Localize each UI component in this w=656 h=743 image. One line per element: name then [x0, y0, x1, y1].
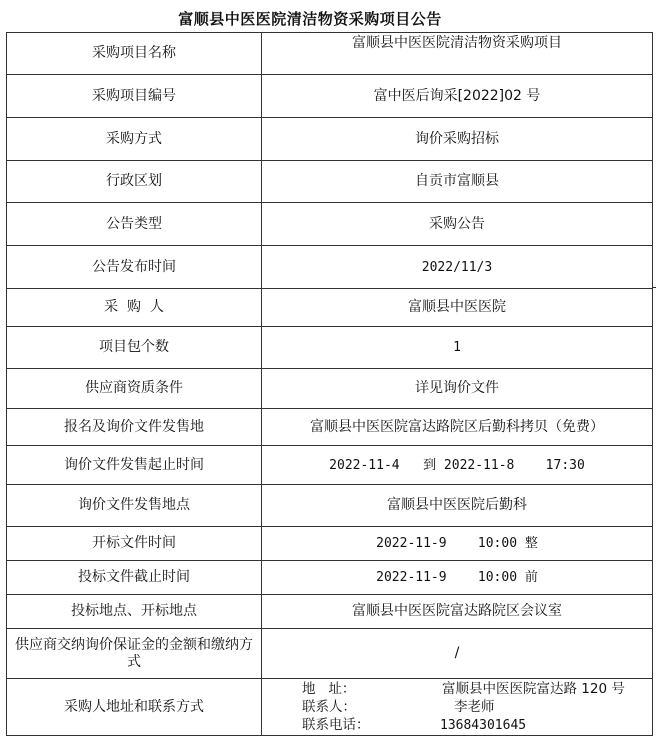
row-value: 2022/11/3: [262, 246, 653, 289]
table-row: [7, 527, 653, 561]
row-label: 采 购 人: [7, 289, 262, 327]
row-label: 供应商交纳询价保证金的金额和缴纳方式: [7, 629, 262, 679]
address-key: 地 址：: [302, 681, 356, 697]
table-row: [7, 161, 653, 203]
table-row: [7, 595, 653, 629]
table-row: [7, 369, 653, 409]
row-label: 公告类型: [7, 203, 262, 246]
row-label: 报名及询价文件发售地: [7, 409, 262, 446]
row-label: 采购项目编号: [7, 75, 262, 118]
row-value: 详见询价文件: [262, 369, 653, 409]
table-row: [7, 409, 653, 446]
border-stub: [652, 287, 656, 288]
row-label: 供应商资质条件: [7, 369, 262, 409]
contact-person-value: 李老师: [454, 699, 495, 715]
table-row: [7, 485, 653, 527]
procurement-table: [6, 32, 653, 736]
contact-person-key: 联系人：: [302, 699, 356, 715]
row-value: 富顺县中医医院清洁物资采购项目: [262, 33, 653, 75]
table-row: [7, 118, 653, 161]
row-value: /: [262, 629, 653, 679]
table-row: [7, 327, 653, 369]
row-value: 富中医后询采[2022]02 号: [262, 75, 653, 118]
table-row: [7, 203, 653, 246]
table-row-contact: [7, 679, 653, 736]
table-row: [7, 446, 653, 485]
row-value: 询价采购招标: [262, 118, 653, 161]
row-value: 2022-11-9 10:00 整: [262, 527, 653, 561]
table-row: [7, 289, 653, 327]
row-value: 富顺县中医医院: [262, 289, 653, 327]
row-label: 公告发布时间: [7, 246, 262, 289]
row-value: 富顺县中医医院后勤科: [262, 485, 653, 527]
row-value: 1: [262, 327, 653, 369]
table-row: [7, 33, 653, 75]
row-label: 开标文件时间: [7, 527, 262, 561]
row-label: 采购项目名称: [7, 33, 262, 75]
row-label: 询价文件发售起止时间: [7, 446, 262, 485]
row-label: 行政区划: [7, 161, 262, 203]
row-value: 采购公告: [262, 203, 653, 246]
row-value: 自贡市富顺县: [262, 161, 653, 203]
phone-key: 联系电话：: [302, 717, 370, 733]
row-label: 询价文件发售地点: [7, 485, 262, 527]
page-title: 富顺县中医医院清洁物资采购项目公告: [178, 10, 442, 28]
table-row: [7, 561, 653, 595]
contact-block: [262, 679, 652, 735]
table-row: [7, 75, 653, 118]
row-label: 投标文件截止时间: [7, 561, 262, 595]
address-value: 富顺县中医医院富达路 120 号: [442, 681, 625, 697]
table-row: [7, 629, 653, 679]
row-label: 投标地点、开标地点: [7, 595, 262, 629]
row-value: 富顺县中医医院富达路院区会议室: [262, 595, 653, 629]
row-value: 2022-11-9 10:00 前: [262, 561, 653, 595]
row-value: 2022-11-4 到 2022-11-8 17:30: [262, 446, 653, 485]
contact-label: 采购人地址和联系方式: [7, 679, 262, 736]
row-value: 富顺县中医医院富达路院区后勤科拷贝（免费）: [262, 409, 653, 446]
row-label: 项目包个数: [7, 327, 262, 369]
phone-value: 13684301645: [440, 718, 527, 733]
row-label: 采购方式: [7, 118, 262, 161]
table-row: [7, 246, 653, 289]
